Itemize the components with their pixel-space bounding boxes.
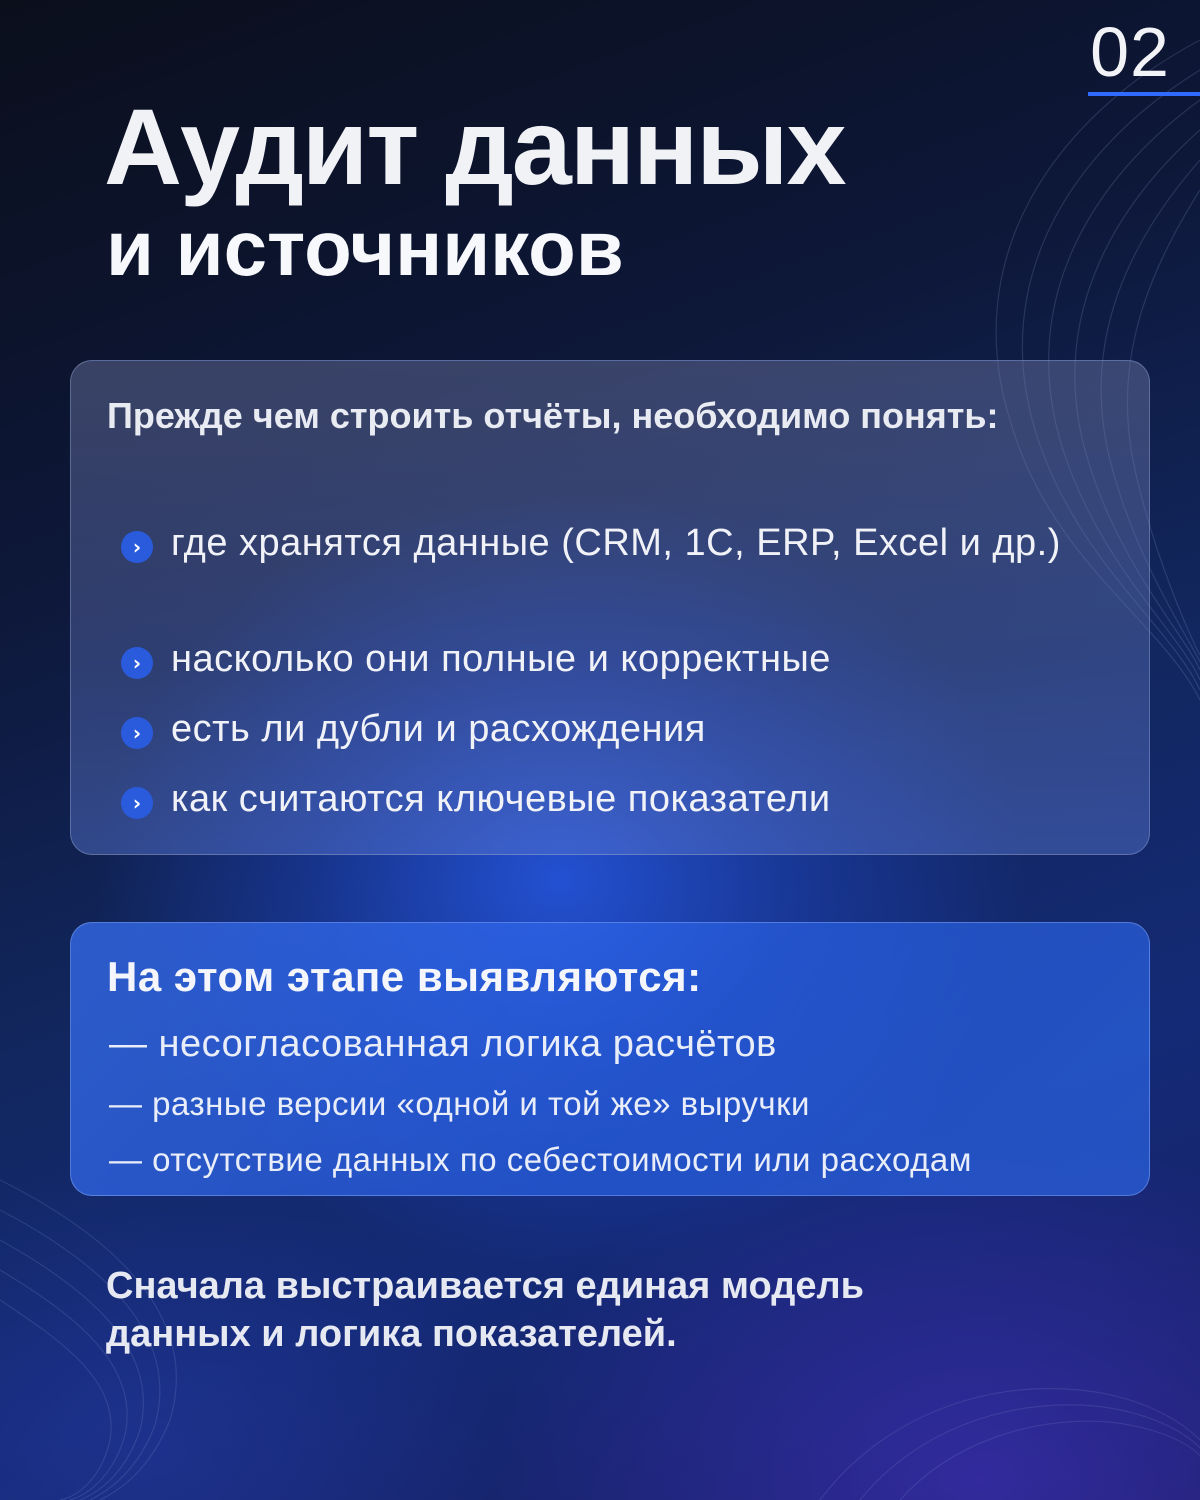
summary-text: Сначала выстраивается единая модель данных и логика показателей. bbox=[106, 1265, 864, 1355]
page-number-underline bbox=[1088, 92, 1200, 96]
list-item bbox=[121, 705, 1081, 753]
list-item-text: как считаются ключевые показатели bbox=[171, 778, 831, 820]
page-number: 02 bbox=[1090, 13, 1170, 91]
findings-card bbox=[70, 922, 1150, 1196]
list-item-text: есть ли дубли и расхождения bbox=[171, 708, 706, 750]
chevron-right-icon: › bbox=[121, 647, 153, 679]
list-item-text: где хранятся данные (CRM, 1С, ERP, Excel и др.) bbox=[171, 522, 1061, 564]
chevron-right-icon: › bbox=[121, 717, 153, 749]
list-item bbox=[121, 635, 1081, 683]
list-item: — отсутствие данных по себестоимости или расходам bbox=[109, 1141, 972, 1178]
list-item bbox=[121, 519, 1081, 567]
list-item bbox=[121, 775, 1081, 823]
page-subtitle: и источников bbox=[106, 204, 624, 292]
chevron-right-icon: › bbox=[121, 531, 153, 563]
list-item: — разные версии «одной и той же» выручки bbox=[109, 1085, 810, 1122]
page-title: Аудит данных bbox=[104, 86, 845, 207]
list-item-text: насколько они полные и корректные bbox=[171, 638, 831, 680]
chevron-right-icon: › bbox=[121, 787, 153, 819]
list-item: — несогласованная логика расчётов bbox=[109, 1023, 777, 1065]
sources-card bbox=[70, 360, 1150, 855]
sources-card-intro: Прежде чем строить отчёты, необходимо понять: bbox=[107, 395, 999, 436]
findings-card-title: На этом этапе выявляются: bbox=[107, 953, 702, 1000]
